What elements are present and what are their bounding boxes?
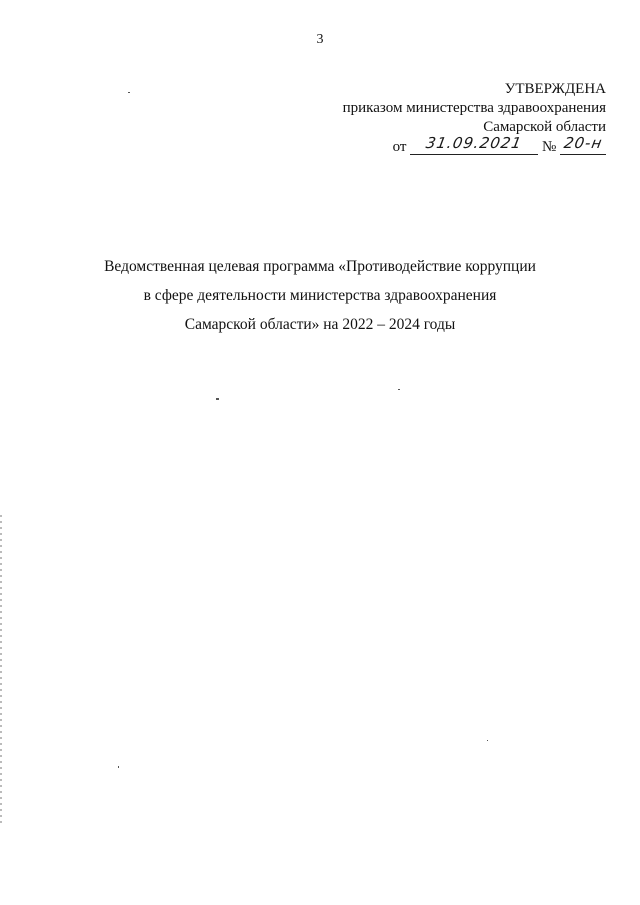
scan-speck <box>128 92 130 93</box>
scan-speck <box>216 398 219 400</box>
number-field <box>560 134 606 155</box>
handwritten-number: 20-н <box>562 134 604 152</box>
title-line-1: Ведомственная целевая программа «Противодействие коррупции <box>104 258 536 275</box>
scan-edge-marks <box>0 515 2 825</box>
approval-heading: УТВЕРЖДЕНА <box>504 81 606 97</box>
scan-speck <box>398 389 400 390</box>
title-line-2: в сфере деятельности министерства здравоохранения <box>143 287 497 304</box>
scan-speck <box>118 766 119 768</box>
approval-stamp <box>343 80 606 157</box>
title-line-3: Самарской области» на 2022 – 2024 годы <box>184 316 456 333</box>
number-prefix: № <box>541 139 557 155</box>
document-title <box>0 252 640 339</box>
handwritten-date: 31.09.2021 <box>424 134 524 152</box>
date-field <box>410 134 538 155</box>
approval-line-region: Самарской области <box>483 119 606 135</box>
page-number: 3 <box>316 32 324 47</box>
approval-line-order: приказом министерства здравоохранения <box>342 100 606 116</box>
approval-date-number-line <box>343 134 606 157</box>
scan-speck <box>487 740 488 741</box>
date-prefix: от <box>392 139 407 155</box>
